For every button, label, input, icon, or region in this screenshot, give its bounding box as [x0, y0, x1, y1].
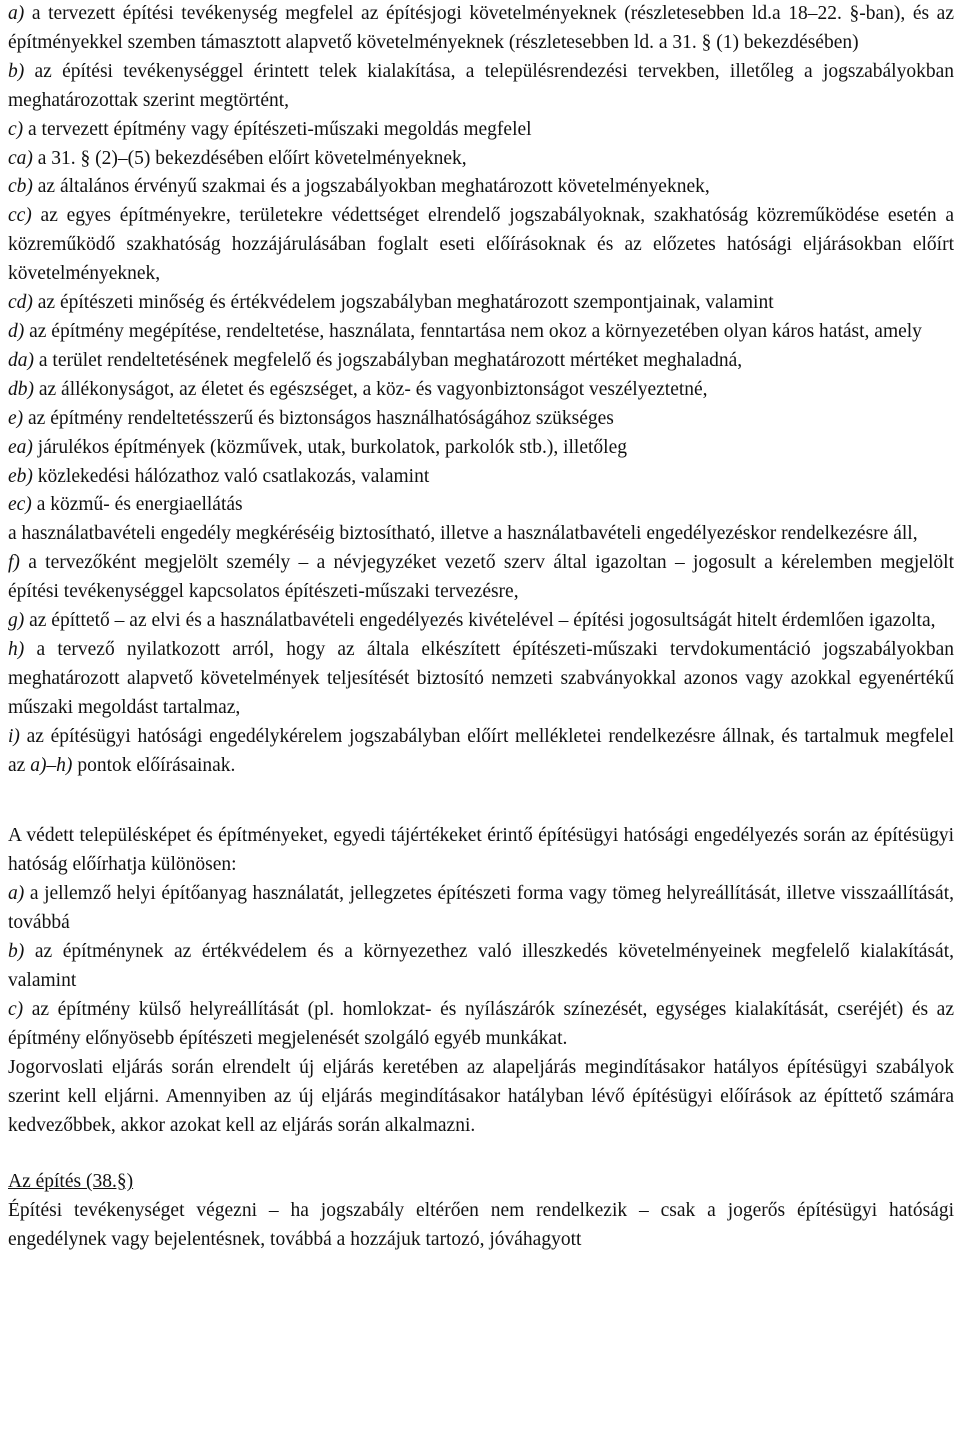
list-item: [8, 491, 954, 520]
list-item: [8, 347, 954, 376]
list-item-text: a közmű- és energiaellátás: [31, 494, 243, 516]
list-item-marker: d): [8, 320, 25, 342]
protected-list-item: [8, 938, 954, 996]
list-item-marker: c): [8, 118, 24, 140]
paragraph-spacer: [8, 1140, 954, 1168]
item-reference: a)–h): [30, 754, 73, 776]
list-item-text-end: pontok előírásainak.: [72, 754, 236, 776]
list-item: [8, 520, 954, 549]
list-item-text: az építmény megépítése, rendeltetése, használata, fenntartása nem okoz a környezetében olyan káros hatást, amely: [24, 320, 922, 342]
list-item-marker: c): [8, 998, 24, 1020]
list-item-text: az egyes építményekre, területekre védettséget elrendelő jogszabályoknak, szakhatóság közreműködése esetén a közreműködő szakhatóság hozzájárulásában foglalt eseti előírásoknak és az előzetes hatósági eljárásokban előírt követelményeknek,: [8, 205, 954, 285]
list-item-text: a 31. § (2)–(5) bekezdésében előírt követelményeknek,: [32, 147, 467, 169]
list-item-text: a tervezőként megjelölt személy – a névjegyzéket vezető szerv által igazoltan – jogosult a kérelemben megjelölt építési tevékenységgel kapcsolatos építészeti-műszaki tervezésre,: [8, 552, 954, 603]
list-item-text: az építmény rendeltetésszerű és biztonságos használhatóságához szükséges: [23, 407, 614, 429]
requirements-list: [8, 0, 954, 723]
list-item-text: az építésügyi hatósági engedélykérelem jogszabályban előírt mellékletei rendelkezésre állnak, és tartalmuk megfelel az: [8, 725, 954, 776]
list-item-text: az építtető – az elvi és a használatbavételi engedélyezés kivételével – építési jogosultságát hitelt érdemlően igazolta,: [24, 610, 936, 632]
list-item-text: az állékonyságot, az életet és egészséget, a köz- és vagyonbiztonságot veszélyeztetné,: [34, 378, 708, 400]
list-item-text: az építési tevékenységgel érintett telek kialakítása, a településrendezési tervekben, illetőleg a jogszabályokban meghatározottak szerint megtörtént,: [8, 60, 954, 111]
list-item: [8, 434, 954, 463]
list-item: [8, 549, 954, 607]
remedy-paragraph: Jogorvoslati eljárás során elrendelt új eljárás keretében az alapeljárás megindításakor hatályos építésügyi szabályok szerint kell eljárni. Amennyiben az új eljárás megindításakor hatályban lévő építésügyi előírások az építtető számára kedvezőbbek, akkor azokat kell az eljárás során alkalmazni.: [8, 1056, 954, 1136]
list-item-marker: b): [8, 941, 25, 963]
list-item: [8, 202, 954, 289]
list-item-text: a tervezett építési tevékenység megfelel az építésjogi követelményeknek (részletesebben ld.a 18–22. §-ban), és az építményekkel szemben támasztott alapvető követelményeknek (részletesebben ld. a 31. § (1) bekezdésében): [8, 3, 954, 53]
list-item-i: [8, 723, 954, 781]
list-item-marker: i): [8, 725, 20, 747]
protected-requirements-list: [8, 880, 954, 1053]
list-item-marker: da): [8, 349, 34, 371]
list-item-marker: cd): [8, 292, 33, 314]
list-item-marker: eb): [8, 465, 33, 487]
list-item-text: az építmény külső helyreállítását (pl. homlokzat- és nyílászárók színezését, egységes kialakítását, cseréjét) és az építmény előnyösebb építészeti megjelenését szolgáló egyéb munkákat.: [8, 998, 954, 1049]
list-item-marker: cb): [8, 176, 33, 198]
list-item-text: a tervezett építmény vagy építészeti-műszaki megoldás megfelel: [23, 118, 532, 140]
list-item-text: közlekedési hálózathoz való csatlakozás, valamint: [32, 465, 430, 487]
list-item-text: az építménynek az értékvédelem és a környezethez való illeszkedés követelményeinek megfelelő kialakítását, valamint: [8, 941, 954, 991]
list-item-marker: ec): [8, 494, 32, 516]
list-item: [8, 173, 954, 202]
list-item-text: a tervező nyilatkozott arról, hogy az általa elkészített építészeti-műszaki tervdokumentáció jogszabályokban meghatározott alapvető követelmények teljesítését biztosító nemzeti szabványokkal azonos vagy azokkal egyenértékű műszaki megoldást tartalmaz,: [8, 638, 954, 718]
list-item: [8, 607, 954, 636]
list-item-text: az általános érvényű szakmai és a jogszabályokban meghatározott követelményeknek,: [32, 176, 710, 198]
list-item-marker: h): [8, 638, 25, 660]
list-item: [8, 116, 954, 145]
list-item-marker: f): [8, 552, 20, 574]
list-item-text: az építészeti minőség és értékvédelem jogszabályban meghatározott szempontjainak, valamint: [32, 292, 774, 314]
section-paragraph: Építési tevékenységet végezni – ha jogszabály eltérően nem rendelkezik – csak a jogerős építésügyi hatósági engedélynek vagy bejelentésnek, továbbá a hozzájuk tartozó, jóváhagyott: [8, 1200, 954, 1251]
protected-intro-paragraph: A védett településképet és építményeket, egyedi tájértékeket érintő építésügyi hatósági engedélyezés során az építésügyi hatóság előírhatja különösen:: [8, 825, 954, 876]
list-item: [8, 0, 954, 58]
paragraph-spacer: [8, 780, 954, 822]
list-item-marker: db): [8, 378, 34, 400]
list-item: [8, 376, 954, 405]
list-item-marker: g): [8, 610, 25, 632]
list-item: [8, 463, 954, 492]
list-item-marker: ca): [8, 147, 33, 169]
list-item: [8, 145, 954, 174]
list-item-text: a használatbavételi engedély megkéréséig biztosítható, illetve a használatbavételi engedélyezéskor rendelkezésre áll,: [8, 523, 918, 545]
list-item: [8, 58, 954, 116]
protected-list-item: [8, 996, 954, 1054]
list-item-marker: cc): [8, 205, 32, 227]
list-item: [8, 289, 954, 318]
list-item-text: a terület rendeltetésének megfelelő és jogszabályban meghatározott mértéket meghaladná,: [34, 349, 743, 371]
list-item-marker: e): [8, 407, 24, 429]
list-item-text: a jellemző helyi építőanyag használatát, jellegzetes építészeti forma vagy tömeg helyreállítását, illetve visszaállítását, továbbá: [8, 883, 954, 934]
list-item-text: járulékos építmények (közművek, utak, burkolatok, parkolók stb.), illetőleg: [32, 436, 627, 458]
list-item: [8, 636, 954, 723]
list-item-marker: b): [8, 60, 25, 82]
section-heading: Az építés (38.§): [8, 1171, 134, 1193]
list-item-marker: ea): [8, 436, 33, 458]
list-item: [8, 318, 954, 347]
list-item-marker: a): [8, 883, 25, 905]
list-item: [8, 405, 954, 434]
protected-list-item: [8, 880, 954, 938]
list-item-marker: a): [8, 3, 25, 24]
